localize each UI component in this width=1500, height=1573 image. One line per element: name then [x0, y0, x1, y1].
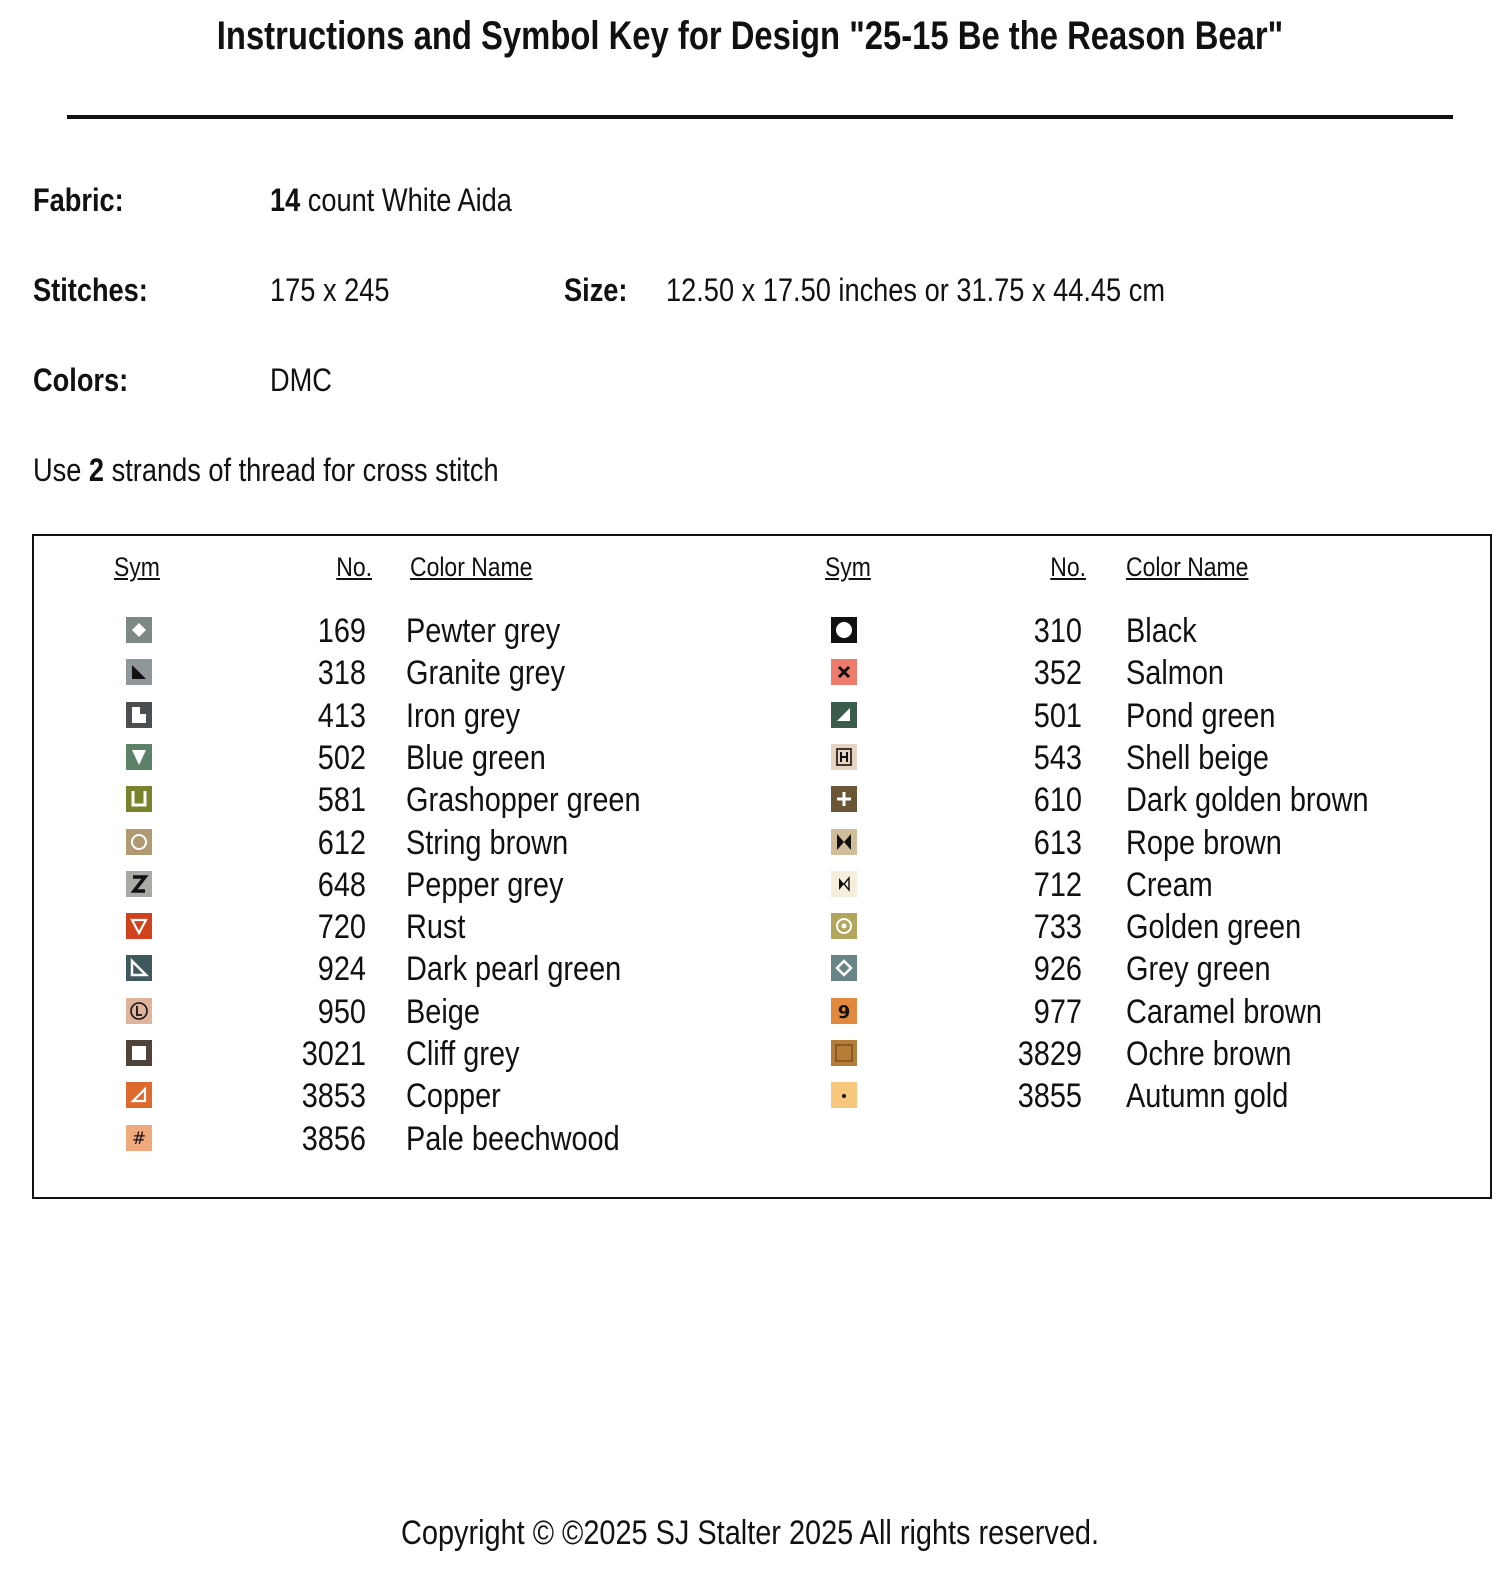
dmc-number: 3021: [301, 1035, 366, 1073]
strands-post: strands of thread for cross stitch: [104, 452, 499, 488]
svg-text:#: #: [131, 1128, 147, 1149]
header-sym-left: Sym: [114, 552, 160, 582]
colors-value: DMC: [270, 362, 332, 398]
dmc-number: 648: [317, 865, 366, 904]
dmc-number: 169: [317, 612, 366, 650]
color-name: Golden green: [1126, 908, 1302, 947]
header-name-left: Color Name: [410, 552, 533, 582]
dmc-number: 924: [317, 950, 366, 989]
fabric-count: 14: [270, 182, 301, 218]
color-name: Pale beechwood: [406, 1119, 620, 1158]
nine-icon: [831, 998, 857, 1024]
color-name: Blue green: [406, 738, 546, 777]
color-name: Grey green: [1126, 950, 1271, 989]
size-label: Size:: [564, 272, 628, 308]
color-name: Pepper grey: [406, 865, 564, 904]
dmc-number: 950: [317, 992, 366, 1031]
bowtie-icon: [831, 829, 857, 855]
dmc-number: 926: [1033, 950, 1082, 989]
key-row-right-543: [34, 739, 1490, 781]
key-row-right-352: [34, 654, 1490, 696]
dmc-number: 413: [317, 696, 366, 735]
size-value: 12.50 x 17.50 inches or 31.75 x 44.45 cm: [666, 272, 1165, 308]
fabric-type: count White Aida: [300, 182, 512, 218]
key-row-left-3856: [34, 1120, 1490, 1162]
color-name: Pond green: [1126, 696, 1276, 735]
dmc-number: 352: [1033, 654, 1082, 693]
color-name: Granite grey: [406, 654, 566, 693]
color-name: String brown: [406, 823, 569, 862]
dmc-number: 733: [1033, 908, 1082, 947]
dmc-number: 3829: [1017, 1035, 1082, 1073]
color-name: Iron grey: [406, 696, 521, 735]
dmc-number: 720: [317, 908, 366, 947]
strands-pre: Use: [33, 452, 89, 488]
header-no-left: No.: [336, 552, 372, 582]
color-name: Shell beige: [1126, 738, 1270, 777]
svg-text:9: 9: [837, 1001, 851, 1023]
dmc-number: 310: [1033, 612, 1082, 650]
color-name: Rope brown: [1126, 823, 1282, 862]
color-name: Grashopper green: [406, 781, 641, 820]
fabric-label: Fabric:: [33, 182, 124, 218]
color-name: Rust: [406, 908, 466, 947]
color-name: Dark golden brown: [1126, 781, 1369, 820]
color-name: Cream: [1126, 865, 1213, 904]
colors-label: Colors:: [33, 362, 129, 398]
key-row-right-3829: [34, 1035, 1490, 1077]
color-name: Beige: [406, 992, 480, 1031]
key-row-right-501: [34, 697, 1490, 739]
color-name: Salmon: [1126, 654, 1224, 693]
stitches-value: 175 x 245: [270, 272, 390, 308]
plus-icon: [831, 786, 857, 812]
key-row-right-712: [34, 866, 1490, 908]
h-box-icon: [831, 744, 857, 770]
header-no-right: No.: [1050, 552, 1086, 582]
color-name: Copper: [406, 1077, 501, 1116]
color-name: Pewter grey: [406, 612, 561, 650]
header-sym-right: Sym: [825, 552, 871, 582]
title-divider: [67, 115, 1453, 119]
x-icon: [831, 659, 857, 685]
dmc-number: 712: [1033, 865, 1082, 904]
dmc-number: 612: [317, 823, 366, 862]
dmc-number: 501: [1033, 696, 1082, 735]
header-name-right: Color Name: [1126, 552, 1249, 582]
circle-white-icon: [831, 617, 857, 643]
strands-instruction: [33, 452, 499, 489]
fabric-value: [270, 182, 512, 219]
page-title: Instructions and Symbol Key for Design "25-15 Be the Reason Bear": [216, 14, 1284, 58]
key-row-right-733: [34, 908, 1490, 950]
dmc-number: 610: [1033, 781, 1082, 820]
stitches-label: Stitches:: [33, 272, 148, 308]
color-name: Caramel brown: [1126, 992, 1322, 1031]
key-row-right-610: [34, 781, 1490, 823]
tri-half-icon: [831, 702, 857, 728]
key-row-right-3855: [34, 1077, 1490, 1119]
diamond-outline-icon: [831, 955, 857, 981]
dmc-number: 502: [317, 738, 366, 777]
symbol-key-table: [32, 534, 1492, 1199]
color-name: Cliff grey: [406, 1035, 520, 1073]
dmc-number: 581: [317, 781, 366, 820]
dmc-number: 977: [1033, 992, 1082, 1031]
key-row-right-926: [34, 950, 1490, 992]
dmc-number: 543: [1033, 738, 1082, 777]
dmc-number: 3856: [301, 1119, 366, 1158]
hash-icon: [126, 1125, 152, 1151]
key-row-right-613: [34, 824, 1490, 866]
color-name: Dark pearl green: [406, 950, 622, 989]
key-row-right-310: [34, 612, 1490, 654]
color-name: Black: [1126, 612, 1197, 650]
dmc-number: 318: [317, 654, 366, 693]
key-row-right-977: [34, 993, 1490, 1035]
strands-count: 2: [88, 452, 105, 488]
dmc-number: 3855: [1017, 1077, 1082, 1116]
bowtie-small-icon: [831, 871, 857, 897]
dmc-number: 3853: [301, 1077, 366, 1116]
dot-icon: [831, 1082, 857, 1108]
copyright-footer: Copyright © ©2025 SJ Stalter 2025 All rights reserved.: [400, 1514, 1100, 1552]
circle-dot-icon: [831, 913, 857, 939]
dmc-number: 613: [1033, 823, 1082, 862]
color-name: Autumn gold: [1126, 1077, 1289, 1116]
square-inner-icon: [831, 1040, 857, 1066]
color-name: Ochre brown: [1126, 1035, 1292, 1073]
